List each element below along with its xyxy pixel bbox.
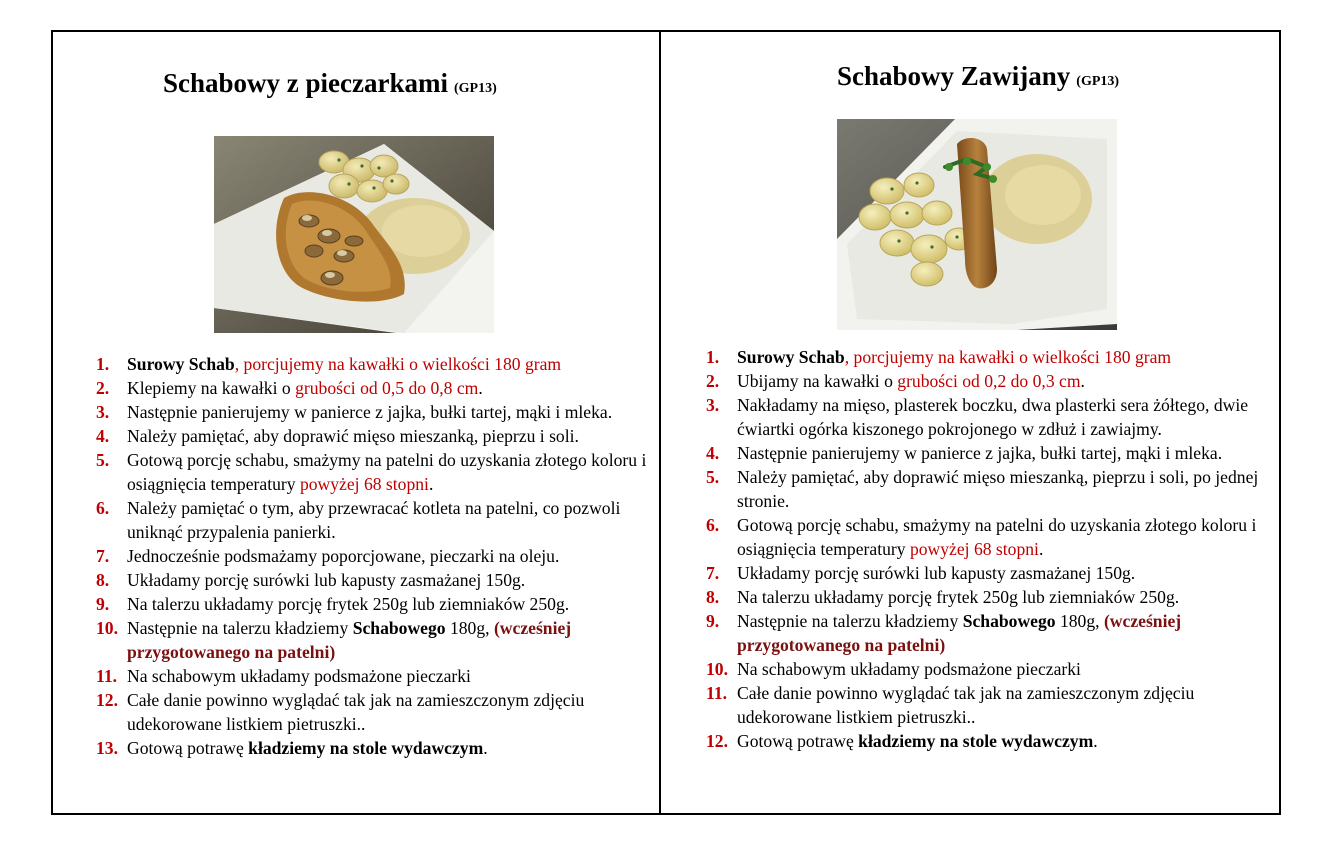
step-bold: kładziemy na stole wydawczym	[248, 738, 484, 758]
step-number: 5.	[96, 450, 110, 470]
step-text: Należy pamiętać, aby doprawić mięso mieszanką, pieprzu i soli, po jednej stronie.	[737, 467, 1259, 511]
recipe-title-left	[163, 68, 497, 99]
step-bold: Schabowego	[962, 611, 1056, 631]
step-number: 6.	[706, 515, 720, 535]
step-text: Ubijamy na kawałki o	[737, 371, 898, 391]
step-number: 4.	[706, 443, 720, 463]
step-number: 7.	[96, 546, 110, 566]
step-text: Jednocześnie podsmażamy poporcjowane, pieczarki na oleju.	[127, 546, 560, 566]
column-divider	[659, 30, 661, 815]
step-text: Całe danie powinno wyglądać tak jak na zamieszczonym zdjęciu udekorowane listkiem pietruszki..	[127, 690, 585, 734]
recipe-step	[96, 352, 656, 376]
recipe-step	[96, 448, 656, 496]
step-highlight: , porcjujemy na kawałki o wielkości 180 gram	[234, 354, 562, 374]
step-text: Następnie panierujemy w panierce z jajka, bułki tartej, mąki i mleka.	[737, 443, 1223, 463]
step-text: 180g,	[1055, 611, 1104, 631]
recipe-step	[706, 657, 1276, 681]
recipe-step	[706, 369, 1276, 393]
step-text: Na talerzu układamy porcję frytek 250g lub ziemniaków 250g.	[737, 587, 1180, 607]
step-number: 3.	[96, 402, 110, 422]
recipe-code: (GP13)	[1076, 74, 1120, 89]
step-text: Następnie na talerzu kładziemy	[737, 611, 963, 631]
step-number: 10.	[706, 659, 728, 679]
step-number: 8.	[96, 570, 110, 590]
recipe-step	[706, 681, 1276, 729]
step-number: 10.	[96, 618, 118, 638]
recipe-step	[96, 616, 656, 664]
recipe-step	[706, 729, 1276, 753]
recipe-steps-right	[706, 345, 1276, 753]
step-highlight: powyżej 68 stopni	[299, 474, 429, 494]
step-highlight: powyżej 68 stopni	[909, 539, 1039, 559]
recipe-title-right	[837, 61, 1119, 92]
step-text: Gotową potrawę	[737, 731, 859, 751]
step-text: Następnie na talerzu kładziemy	[127, 618, 353, 638]
step-text: .	[483, 738, 488, 758]
step-text: .	[428, 474, 434, 494]
step-text: Surowy Schab	[127, 354, 235, 374]
step-number: 12.	[96, 690, 118, 710]
recipe-step	[96, 376, 656, 400]
recipe-title-text: Schabowy z pieczarkami	[163, 68, 448, 98]
step-number: 11.	[96, 666, 118, 686]
step-text: Klepiemy na kawałki o	[127, 378, 296, 398]
step-text: Układamy porcję surówki lub kapusty zasmażanej 150g.	[127, 570, 526, 590]
recipe-step	[96, 736, 656, 760]
step-text: 180g,	[445, 618, 494, 638]
step-text: Gotową porcję schabu, smażymy na patelni do uzyskania złotego koloru i osiągnięcia temperatury	[127, 450, 647, 494]
recipe-step	[96, 496, 656, 544]
step-number: 13.	[96, 738, 118, 758]
step-text: Całe danie powinno wyglądać tak jak na zamieszczonym zdjęciu udekorowane listkiem pietruszki..	[737, 683, 1195, 727]
recipe-step	[96, 664, 656, 688]
step-text: Następnie panierujemy w panierce z jajka, bułki tartej, mąki i mleka.	[127, 402, 613, 422]
step-highlight: grubości od 0,2 do 0,3 cm	[897, 371, 1081, 391]
step-number: 11.	[706, 683, 728, 703]
recipe-step	[96, 400, 656, 424]
step-number: 1.	[96, 354, 110, 374]
recipe-step	[96, 424, 656, 448]
step-text: Na schabowym układamy podsmażone pieczarki	[127, 666, 471, 686]
recipe-step	[96, 688, 656, 736]
step-bold: Schabowego	[352, 618, 446, 638]
recipe-step	[706, 441, 1276, 465]
recipe-step	[706, 585, 1276, 609]
step-number: 6.	[96, 498, 110, 518]
step-highlight: , porcjujemy na kawałki o wielkości 180 gram	[844, 347, 1172, 367]
step-text: .	[1093, 731, 1098, 751]
recipe-code: (GP13)	[453, 81, 497, 96]
recipe-step	[706, 561, 1276, 585]
step-text: .	[1080, 371, 1085, 391]
step-note: (wcześniej przygotowanego na patelni)	[127, 618, 572, 662]
step-number: 7.	[706, 563, 720, 583]
recipe-step	[706, 393, 1276, 441]
recipe-step	[706, 465, 1276, 513]
step-text: Na schabowym układamy podsmażone pieczarki	[737, 659, 1081, 679]
step-note: (wcześniej przygotowanego na patelni)	[737, 611, 1182, 655]
recipe-step	[706, 609, 1276, 657]
step-text: .	[478, 378, 483, 398]
step-text: Na talerzu układamy porcję frytek 250g lub ziemniaków 250g.	[127, 594, 570, 614]
step-number: 1.	[706, 347, 720, 367]
step-number: 9.	[96, 594, 110, 614]
recipe-step	[706, 513, 1276, 561]
recipe-step	[96, 544, 656, 568]
step-text: Należy pamiętać, aby doprawić mięso mieszanką, pieprzu i soli.	[127, 426, 579, 446]
step-number: 5.	[706, 467, 720, 487]
step-number: 2.	[96, 378, 110, 398]
step-highlight: grubości od 0,5 do 0,8 cm	[295, 378, 479, 398]
recipe-step	[96, 568, 656, 592]
step-text: .	[1038, 539, 1044, 559]
step-number: 3.	[706, 395, 720, 415]
recipe-title-text: Schabowy Zawijany	[837, 61, 1071, 91]
step-bold: kładziemy na stole wydawczym	[858, 731, 1094, 751]
step-text: Należy pamiętać o tym, aby przewracać kotleta na patelni, co pozwoli uniknąć przypalenia panierki.	[127, 498, 621, 542]
step-text: Układamy porcję surówki lub kapusty zasmażanej 150g.	[737, 563, 1136, 583]
step-text: Nakładamy na mięso, plasterek boczku, dwa plasterki sera żółtego, dwie ćwiartki ogórka kiszonego pokrojonego w zdłuż i zawiajmy.	[737, 395, 1249, 439]
recipe-step	[96, 592, 656, 616]
recipe-step	[706, 345, 1276, 369]
step-number: 8.	[706, 587, 720, 607]
step-number: 2.	[706, 371, 720, 391]
step-number: 9.	[706, 611, 720, 631]
step-text: Gotową porcję schabu, smażymy na patelni do uzyskania złotego koloru i osiągnięcia temperatury	[737, 515, 1257, 559]
dish-photo-left	[214, 136, 494, 333]
recipe-steps-left	[96, 352, 656, 760]
step-number: 4.	[96, 426, 110, 446]
dish-photo-right	[837, 119, 1117, 330]
step-number: 12.	[706, 731, 728, 751]
step-text: Surowy Schab	[737, 347, 845, 367]
step-text: Gotową potrawę	[127, 738, 249, 758]
